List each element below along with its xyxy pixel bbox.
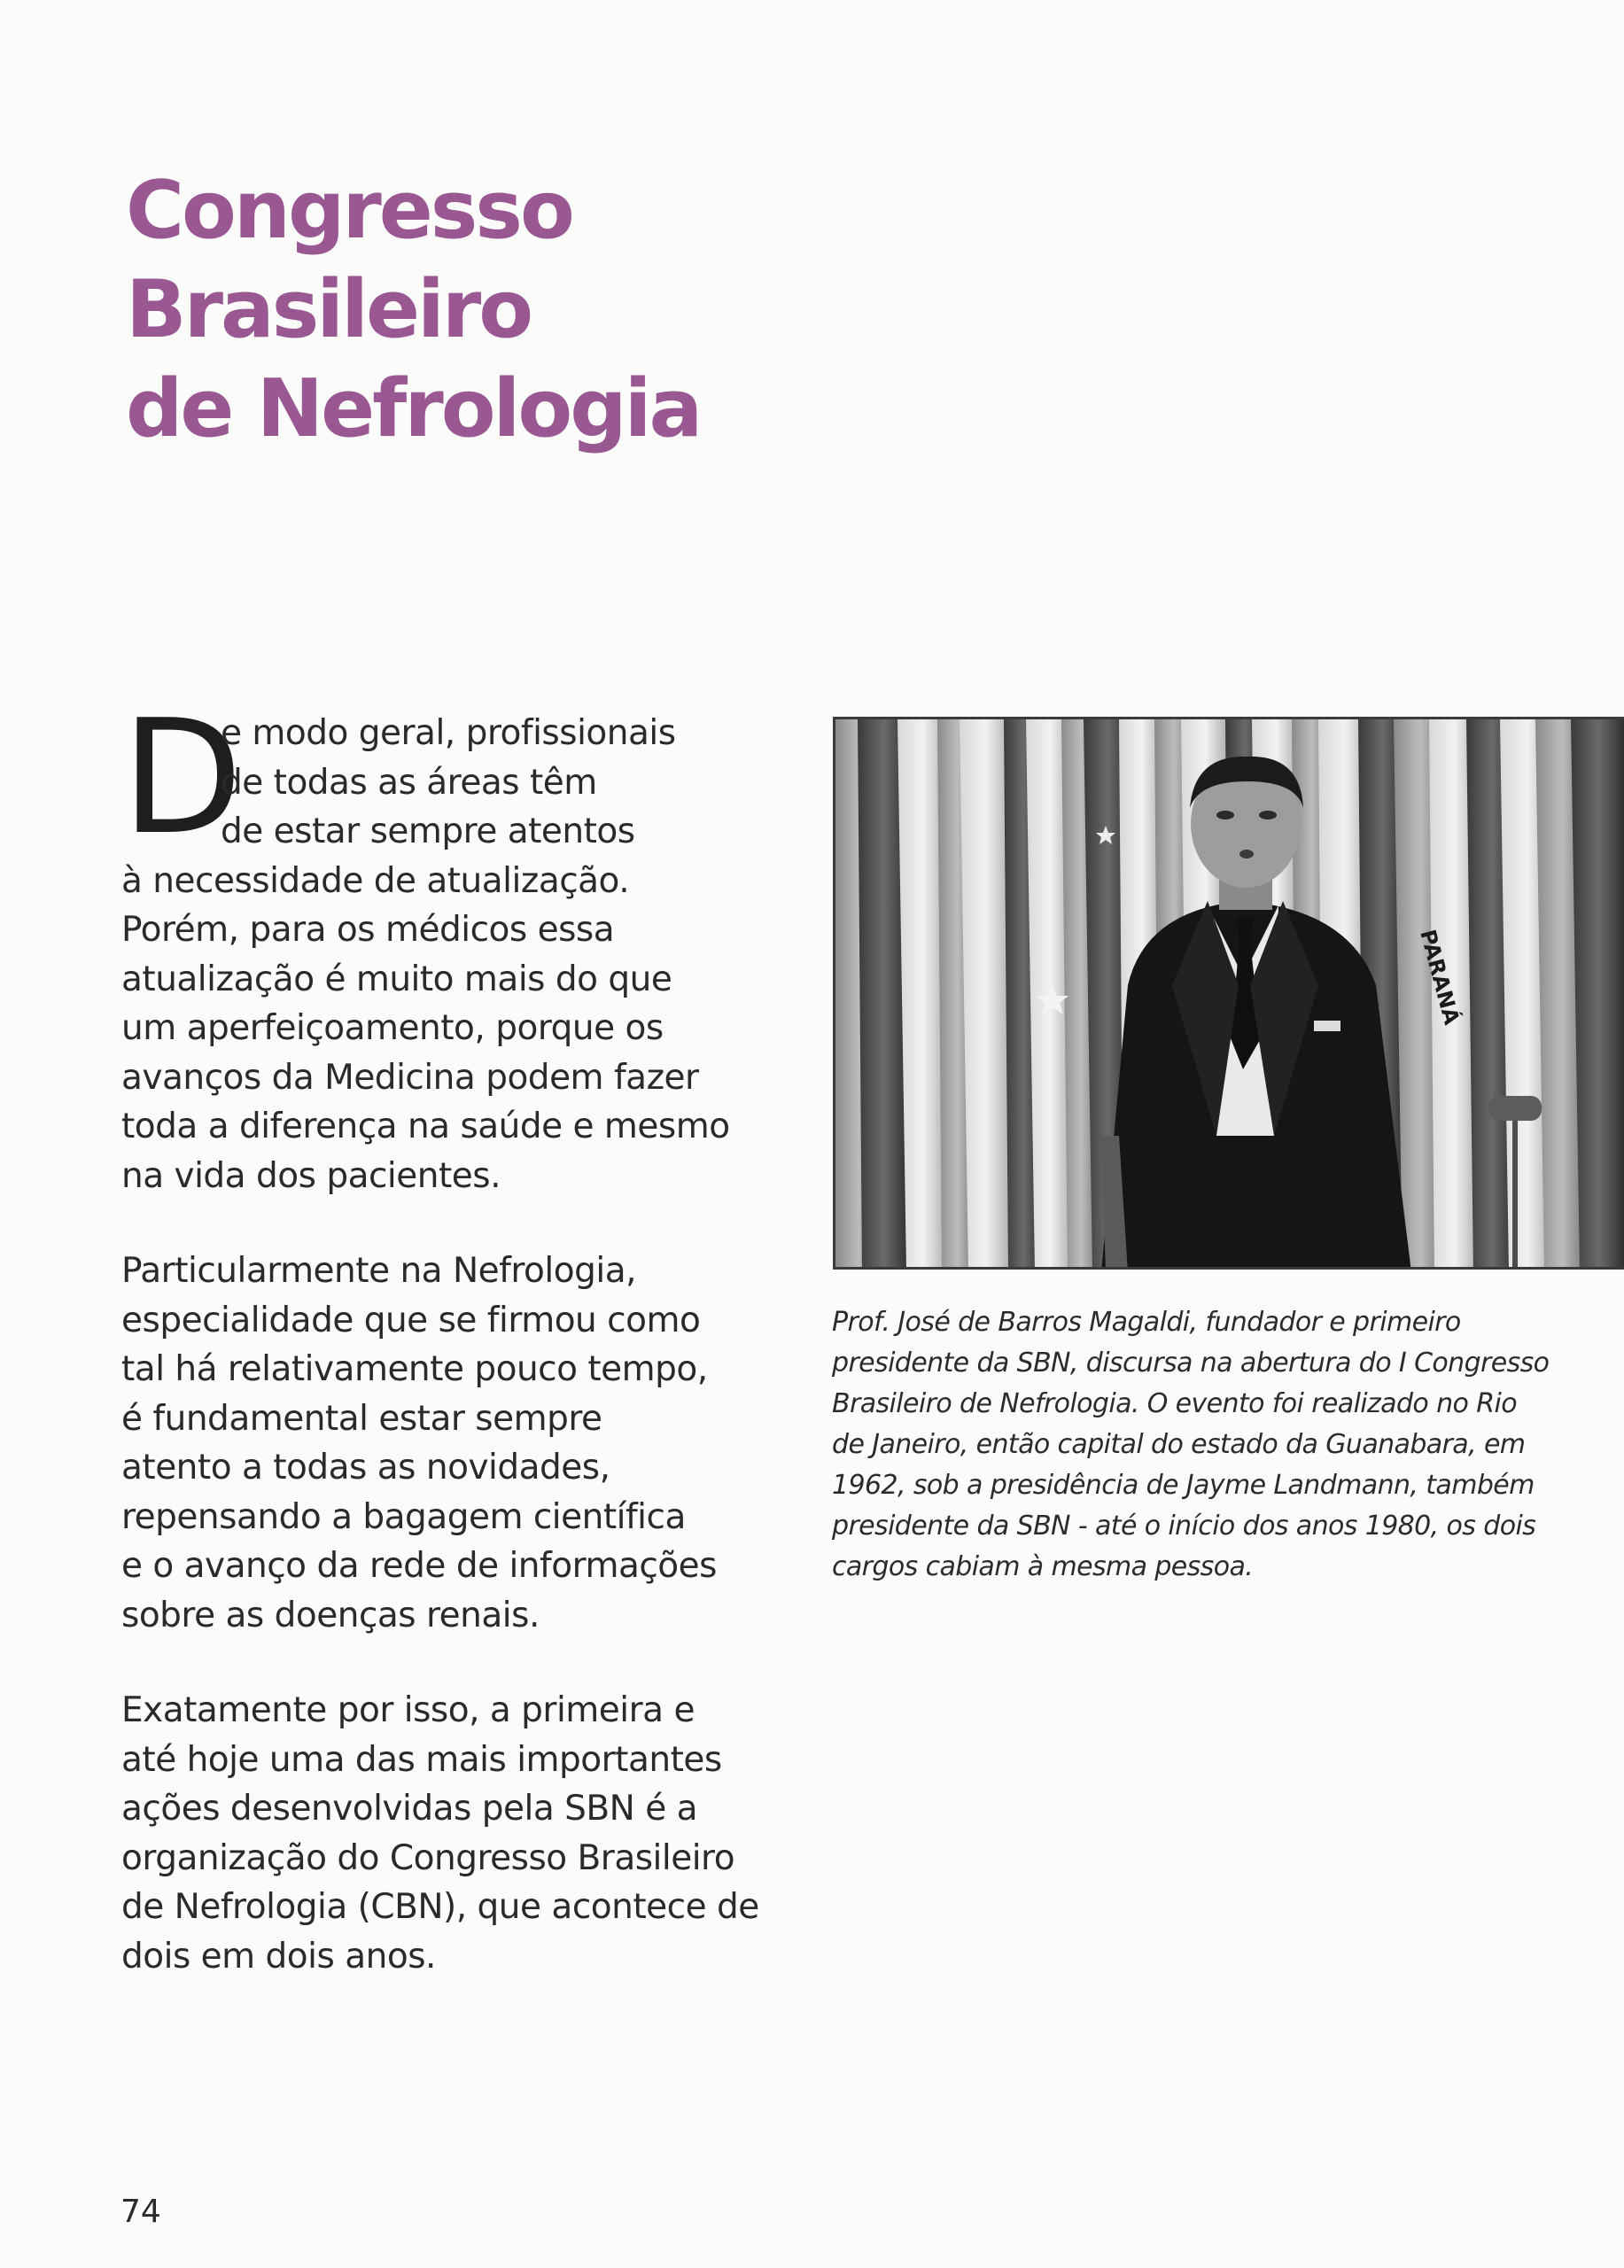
paragraph-3	[121, 1686, 759, 1981]
caption-line: Prof. José de Barros Magaldi, fundador e primeiro	[832, 1307, 1461, 1338]
title-line: Brasileiro	[126, 263, 532, 356]
text-line: um aperfeiçoamento, porque os	[121, 1008, 664, 1048]
text-line: Porém, para os médicos essa	[121, 910, 615, 950]
caption-line: presidente da SBN, discursa na abertura do I Congresso	[832, 1348, 1550, 1379]
text-line: sobre as doenças renais.	[121, 1595, 540, 1635]
text-line: dois em dois anos.	[121, 1936, 436, 1977]
title-line: de Nefrologia	[126, 362, 701, 455]
text-line: repensando a bagagem científica	[121, 1496, 686, 1537]
page-title	[126, 161, 746, 459]
text-line: tal há relativamente pouco tempo,	[121, 1349, 708, 1389]
text-line: Exatamente por isso, a primeira e	[121, 1690, 695, 1730]
text-line: avanços da Medicina podem fazer	[121, 1057, 699, 1098]
text-line: até hoje uma das mais importantes	[121, 1739, 722, 1780]
text-line: na vida dos pacientes.	[121, 1155, 501, 1196]
photo-caption	[832, 1302, 1612, 1588]
caption-line: 1962, sob a presidência de Jayme Landmann, também	[832, 1470, 1535, 1501]
text-line: ações desenvolvidas pela SBN é a	[121, 1789, 698, 1829]
text-line: e o avanço da rede de informações	[121, 1546, 717, 1586]
text-line: de estar sempre atentos	[221, 812, 635, 851]
title-line: Congresso	[126, 164, 572, 257]
photo-speaker-with-flags	[835, 719, 1624, 1270]
text-line: atento a todas as novidades,	[121, 1448, 610, 1487]
paragraph-1	[121, 709, 759, 1200]
historical-photo	[833, 717, 1624, 1270]
text-line: toda a diferença na saúde e mesmo	[121, 1107, 730, 1146]
caption-line: cargos cabiam à mesma pessoa.	[832, 1551, 1254, 1582]
flag-label: PARANÁ	[1415, 927, 1465, 1028]
drop-cap: D	[121, 686, 244, 869]
text-line: especialidade que se firmou como	[121, 1300, 701, 1340]
caption-line: de Janeiro, então capital do estado da Guanabara, em	[832, 1429, 1526, 1460]
caption-line: Brasileiro de Nefrologia. O evento foi realizado no Rio	[832, 1388, 1517, 1419]
text-line: organização do Congresso Brasileiro	[121, 1837, 735, 1878]
page-number: 74	[120, 2194, 161, 2230]
text-line: de todas as áreas têm	[221, 762, 597, 803]
text-line: e modo geral, profissionais	[221, 713, 676, 753]
text-line: Particularmente na Nefrologia,	[121, 1251, 636, 1291]
caption-line: presidente da SBN - até o início dos anos 1980, os dois	[832, 1511, 1536, 1542]
article-body	[121, 709, 759, 2027]
text-line: atualização é muito mais do que	[121, 959, 672, 999]
paragraph-2	[121, 1247, 759, 1640]
text-line: de Nefrologia (CBN), que acontece de	[121, 1887, 759, 1927]
text-line: à necessidade de atualização.	[121, 860, 630, 901]
text-line: é fundamental estar sempre	[121, 1398, 602, 1439]
